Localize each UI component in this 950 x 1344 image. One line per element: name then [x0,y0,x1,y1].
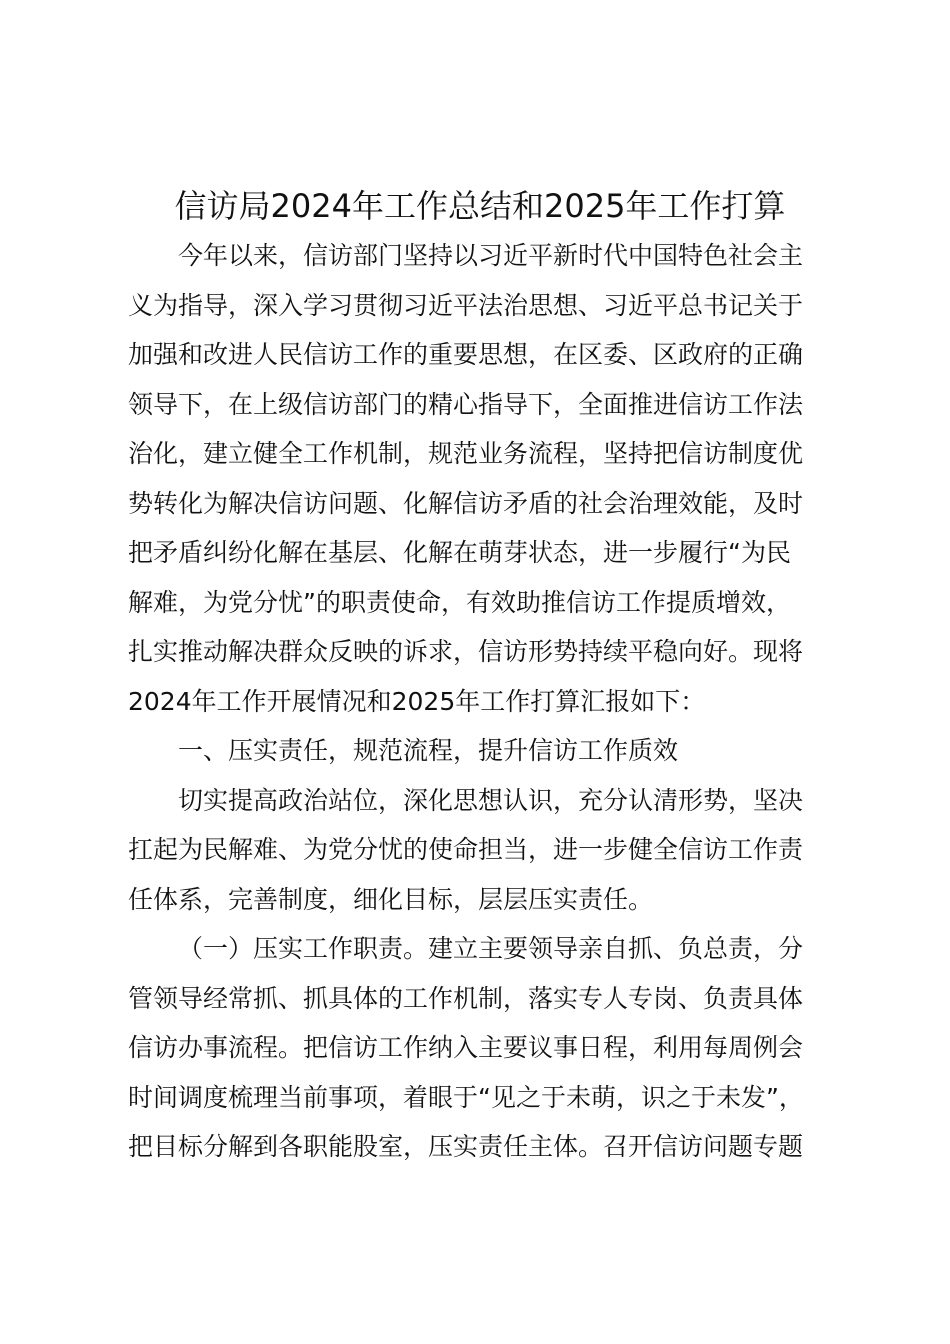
paragraph-line: 解难，为党分忧”的职责使命，有效助推信访工作提质增效， [128,587,791,617]
paragraph-line: 任体系，完善制度，细化目标，层层压实责任。 [128,884,654,914]
paragraph-line: 势转化为解决信访问题、化解信访矛盾的社会治理效能，及时 [128,488,804,518]
paragraph-line: 管领导经常抓、抓具体的工作机制，落实专人专岗、负责具体 [128,983,804,1013]
document-body [128,231,848,1172]
paragraph-line: 时间调度梳理当前事项，着眼于“见之于未萌，识之于未发”， [128,1082,804,1112]
paragraph-line: 治化，建立健全工作机制，规范业务流程，坚持把信访制度优 [128,439,804,468]
paragraph-line: 今年以来，信访部门坚持以习近平新时代中国特色社会主 [178,241,804,270]
subsection-line: （一）压实工作职责。建立主要领导亲自抓、负总责，分 [178,934,804,963]
paragraph-line: 扛起为民解难、为党分忧的使命担当，进一步健全信访工作责 [128,835,804,864]
paragraph-line: 义为指导，深入学习贯彻习近平法治思想、习近平总书记关于 [128,290,804,320]
paragraph-line: 把矛盾纠纷化解在基层、化解在萌芽状态，进一步履行“为民 [128,538,791,567]
paragraph-line: 扎实推动解决群众反映的诉求，信访形势持续平稳向好。现将 [128,637,804,666]
paragraph-line: 加强和改进人民信访工作的重要思想，在区委、区政府的正确 [128,340,804,369]
paragraph-line: 2024年工作开展情况和2025年工作打算汇报如下： [128,686,706,716]
paragraph-line: 把目标分解到各职能股室，压实责任主体。召开信访问题专题 [128,1132,804,1161]
document-title: 信访局2024年工作总结和2025年工作打算 [174,187,786,225]
paragraph-line: 领导下，在上级信访部门的精心指导下，全面推进信访工作法 [128,389,804,419]
paragraph-line: 切实提高政治站位，深化思想认识，充分认清形势，坚决 [178,785,804,815]
section-heading: 一、压实责任，规范流程，提升信访工作质效 [178,736,679,765]
paragraph-line: 信访办事流程。把信访工作纳入主要议事日程，利用每周例会 [128,1033,804,1062]
